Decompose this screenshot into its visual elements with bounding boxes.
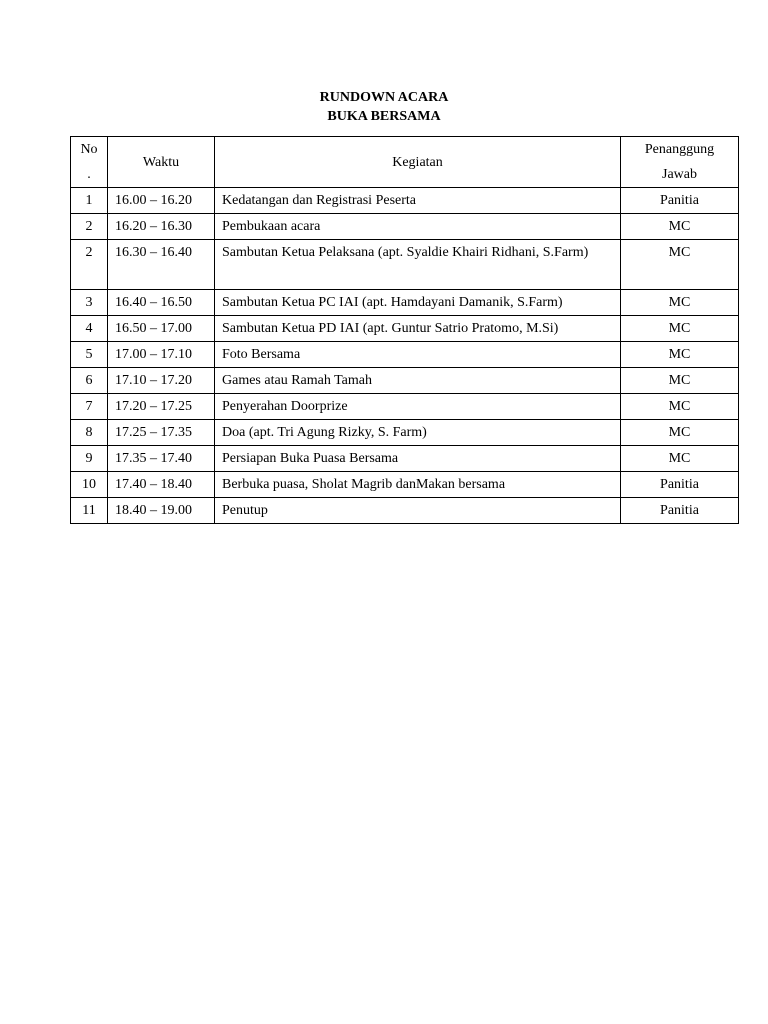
row-kegiatan: Games atau Ramah Tamah: [215, 368, 621, 394]
header-pj-line1: Penanggung: [644, 142, 715, 157]
row-pj: MC: [621, 394, 739, 420]
table-row: [71, 342, 739, 368]
table-row: [71, 240, 739, 290]
row-kegiatan: Kedatangan dan Registrasi Peserta: [215, 188, 621, 214]
row-no: 2: [71, 240, 108, 290]
table-header-row: [71, 137, 739, 188]
row-kegiatan: Persiapan Buka Puasa Bersama: [215, 446, 621, 472]
row-kegiatan: Berbuka puasa, Sholat Magrib danMakan bersama: [215, 472, 621, 498]
row-no: 8: [71, 420, 108, 446]
row-no: 9: [71, 446, 108, 472]
table-row: [71, 394, 739, 420]
table-row: [71, 472, 739, 498]
header-no-line2: .: [87, 167, 91, 182]
table-row: [71, 214, 739, 240]
row-waktu: 17.25 – 17.35: [108, 420, 215, 446]
title-line-1: RUNDOWN ACARA: [319, 90, 449, 105]
row-no: 3: [71, 290, 108, 316]
header-waktu: Waktu: [108, 137, 215, 188]
row-waktu: 16.20 – 16.30: [108, 214, 215, 240]
row-waktu: 17.10 – 17.20: [108, 368, 215, 394]
row-no: 5: [71, 342, 108, 368]
row-pj: MC: [621, 240, 739, 290]
row-waktu: 16.30 – 16.40: [108, 240, 215, 290]
row-kegiatan: Sambutan Ketua Pelaksana (apt. Syaldie Khairi Ridhani, S.Farm): [215, 240, 621, 290]
header-no-line1: No: [80, 142, 98, 157]
row-waktu: 18.40 – 19.00: [108, 498, 215, 524]
header-kegiatan: Kegiatan: [215, 137, 621, 188]
row-no: 11: [71, 498, 108, 524]
row-kegiatan: Foto Bersama: [215, 342, 621, 368]
header-penanggung-jawab: [621, 137, 739, 188]
row-pj: MC: [621, 214, 739, 240]
row-waktu: 16.50 – 17.00: [108, 316, 215, 342]
row-pj: Panitia: [621, 188, 739, 214]
row-pj: Panitia: [621, 498, 739, 524]
row-pj: MC: [621, 368, 739, 394]
row-waktu: 16.40 – 16.50: [108, 290, 215, 316]
row-kegiatan: Sambutan Ketua PD IAI (apt. Guntur Satrio Pratomo, M.Si): [215, 316, 621, 342]
row-no: 6: [71, 368, 108, 394]
row-no: 4: [71, 316, 108, 342]
row-kegiatan: Penutup: [215, 498, 621, 524]
row-kegiatan: Doa (apt. Tri Agung Rizky, S. Farm): [215, 420, 621, 446]
table-row: [71, 368, 739, 394]
document-title: [0, 88, 768, 126]
row-kegiatan: Sambutan Ketua PC IAI (apt. Hamdayani Damanik, S.Farm): [215, 290, 621, 316]
table-row: [71, 446, 739, 472]
row-no: 1: [71, 188, 108, 214]
row-waktu: 17.40 – 18.40: [108, 472, 215, 498]
row-kegiatan: Pembukaan acara: [215, 214, 621, 240]
table-row: [71, 290, 739, 316]
table-row: [71, 188, 739, 214]
row-pj: MC: [621, 420, 739, 446]
row-waktu: 16.00 – 16.20: [108, 188, 215, 214]
table-row: [71, 498, 739, 524]
rundown-table: [70, 136, 739, 524]
row-pj: MC: [621, 316, 739, 342]
row-kegiatan: Penyerahan Doorprize: [215, 394, 621, 420]
row-pj: MC: [621, 290, 739, 316]
row-no: 2: [71, 214, 108, 240]
row-pj: MC: [621, 446, 739, 472]
title-line-2: BUKA BERSAMA: [327, 109, 441, 124]
row-waktu: 17.00 – 17.10: [108, 342, 215, 368]
row-pj: MC: [621, 342, 739, 368]
row-no: 10: [71, 472, 108, 498]
row-pj: Panitia: [621, 472, 739, 498]
row-waktu: 17.20 – 17.25: [108, 394, 215, 420]
header-no: [71, 137, 108, 188]
row-no: 7: [71, 394, 108, 420]
header-pj-line2: Jawab: [662, 167, 697, 182]
row-waktu: 17.35 – 17.40: [108, 446, 215, 472]
table-row: [71, 420, 739, 446]
table-row: [71, 316, 739, 342]
